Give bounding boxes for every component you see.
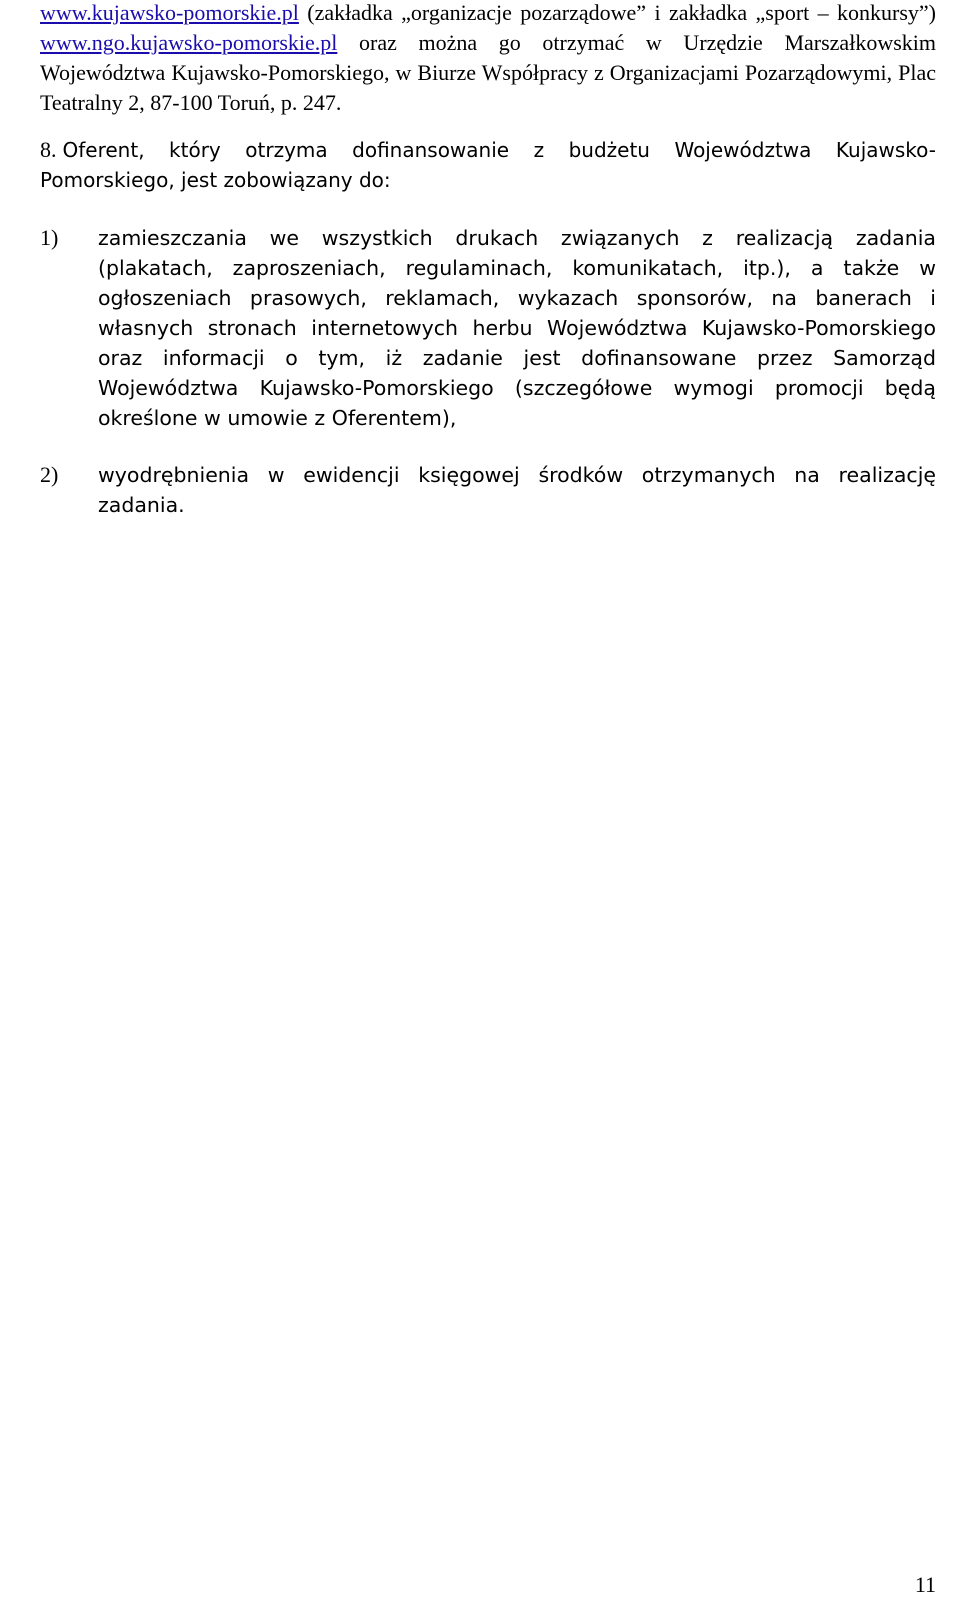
- section-8-number: 8.: [40, 137, 57, 162]
- section-8-paragraph: [40, 135, 936, 195]
- section-8-text: Oferent, który otrzyma dofinansowanie z budżetu Województwa Kujawsko-Pomorskiego, jest zobowiązany do:: [40, 138, 936, 192]
- intro-paragraph: [40, 0, 936, 118]
- list-item-marker: 1): [40, 225, 59, 250]
- intro-text-2: oraz można go otrzymać w Urzędzie Marszałkowskim Województwa Kujawsko-Pomorskiego, w Biurze Współpracy z Organizacjami Pozarządowymi, Plac Teatralny 2, 87-100 Toruń, p. 247.: [40, 30, 936, 115]
- list-item-marker: 2): [40, 462, 59, 487]
- page-number: 11: [914, 1572, 936, 1597]
- link-kujawsko-pomorskie[interactable]: www.kujawsko-pomorskie.pl: [40, 0, 299, 25]
- intro-text-1: (zakładka „organizacje pozarządowe” i zakładka „sport – konkursy”): [298, 0, 936, 25]
- link-ngo-kujawsko-pomorskie[interactable]: www.ngo.kujawsko-pomorskie.pl: [40, 30, 338, 55]
- list-item-text: wyodrębnienia w ewidencji księgowej środków otrzymanych na realizację zadania.: [98, 463, 936, 517]
- list-item-text: zamieszczania we wszystkich drukach związanych z realizacją zadania (plakatach, zaproszeniach, regulaminach, komunikatach, itp.), a także w ogłoszeniach prasowych, reklamach, wykazach sponsorów, na banerach i własnych stronach internetowych herbu Województwa Kujawsko-Pomorskiego oraz informacji o tym, iż zadanie jest dofinansowane przez Samorząd Województwa Kujawsko-Pomorskiego (szczegółowe wymogi promocji będą określone w umowie z Oferentem),: [98, 226, 936, 430]
